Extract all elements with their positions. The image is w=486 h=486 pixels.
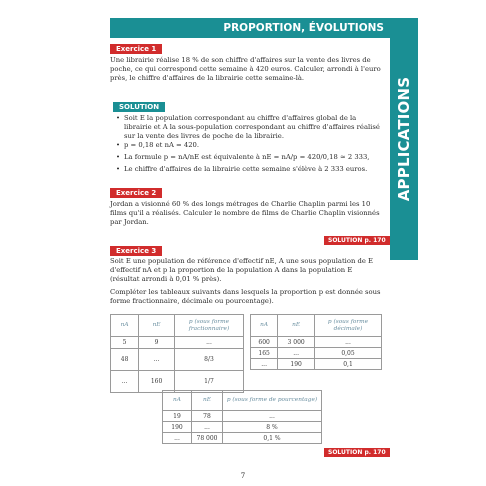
cell: 9 [139, 337, 175, 349]
cell: ... [163, 433, 192, 444]
cell: 3 000 [278, 337, 315, 348]
exercise-3-instructions: Compléter les tableaux suivants dans lesquels la proportion p est donnée sous forme fractionnaire, décimale ou pourcentage). [110, 288, 381, 305]
cell: 0,1 % [223, 433, 322, 444]
cell: ... [223, 411, 322, 422]
exercise-3-text: Soit E une population de référence d'effectif nE, A une sous population de E d'effectif nA et p la proportion de la population A dans la population E (résultat arrondi à 0,01 % près). [110, 257, 373, 283]
table-row [111, 337, 244, 349]
cell: 19 [163, 411, 192, 422]
exercise-2-tag: Exercice 2 [110, 188, 162, 198]
solution-item: • p = 0,18 et nA = 420. [116, 141, 382, 150]
cell: ... [175, 337, 244, 349]
header-na: nA [163, 391, 192, 411]
cell: ... [251, 359, 278, 370]
side-label: APPLICATIONS [395, 76, 413, 202]
header-na: nA [251, 315, 278, 337]
cell: 78 000 [192, 433, 223, 444]
solution-list [116, 114, 382, 174]
header-ne: nE [192, 391, 223, 411]
cell: ... [111, 371, 139, 393]
applications-side-tab [390, 18, 418, 260]
section-title: PROPORTION, ÉVOLUTIONS [110, 18, 390, 38]
solution-tag: SOLUTION [113, 102, 165, 112]
cell: ... [278, 348, 315, 359]
solution-ref-link[interactable]: SOLUTION p. 170 [324, 236, 390, 245]
cell: 190 [163, 422, 192, 433]
cell: 78 [192, 411, 223, 422]
header-ne: nE [278, 315, 315, 337]
cell: 0,1 [315, 359, 382, 370]
header-ne: nE [139, 315, 175, 337]
cell: 190 [278, 359, 315, 370]
cell: 165 [251, 348, 278, 359]
header-na: nA [111, 315, 139, 337]
solution-item: • Le chiffre d'affaires de la librairie cette semaine s'élève à 2 333 euros. [116, 165, 382, 174]
exercise-1-tag: Exercice 1 [110, 44, 162, 54]
cell: ... [192, 422, 223, 433]
exercise-3-tag: Exercice 3 [110, 246, 162, 256]
table-row [163, 422, 322, 433]
cell: ... [139, 349, 175, 371]
cell: 48 [111, 349, 139, 371]
table-row [111, 349, 244, 371]
solution-item: • La formule p = nA/nE est équivalente à nE = nA/p = 420/0,18 ≈ 2 333, [116, 153, 382, 162]
exercise-2-text: Jordan a visionné 60 % des longs métrages de Charlie Chaplin parmi les 10 films qu'il a réalisés. Calculer le nombre de films de Charlie Chaplin visionnés par Jordan. [110, 200, 380, 226]
exercise-1-text: Une librairie réalise 18 % de son chiffre d'affaires sur la vente des livres de poche, ce qui correspond cette semaine à 420 euros. Calculer, arrondi à l'euro près, le chiffre d'affaires de la librairie cette semaine-là. [110, 56, 381, 82]
cell: 8/3 [175, 349, 244, 371]
table-fraction [110, 314, 244, 393]
page-number: 7 [240, 472, 246, 480]
table-decimal [250, 314, 382, 370]
table-row [163, 433, 322, 444]
table-row [163, 411, 322, 422]
solution-item: • Soit E la population correspondant au chiffre d'affaires global de la librairie et A la sous-population correspondant au chiffre d'affaires réalisé sur la vente des livres de poche de la librairie. [116, 114, 382, 141]
header-p: p (sous forme décimale) [315, 315, 382, 337]
cell: 8 % [223, 422, 322, 433]
table-row [251, 348, 382, 359]
cell: 160 [139, 371, 175, 393]
cell: 0,05 [315, 348, 382, 359]
cell: ... [315, 337, 382, 348]
solution-ref-link[interactable]: SOLUTION p. 170 [324, 448, 390, 457]
cell: 600 [251, 337, 278, 348]
table-row [251, 337, 382, 348]
cell: 5 [111, 337, 139, 349]
header-p: p (sous forme fractionnaire) [175, 315, 244, 337]
table-row [251, 359, 382, 370]
cell: 1/7 [175, 371, 244, 393]
header-p: p (sous forme de pourcentage) [223, 391, 322, 411]
table-percentage [162, 390, 322, 444]
